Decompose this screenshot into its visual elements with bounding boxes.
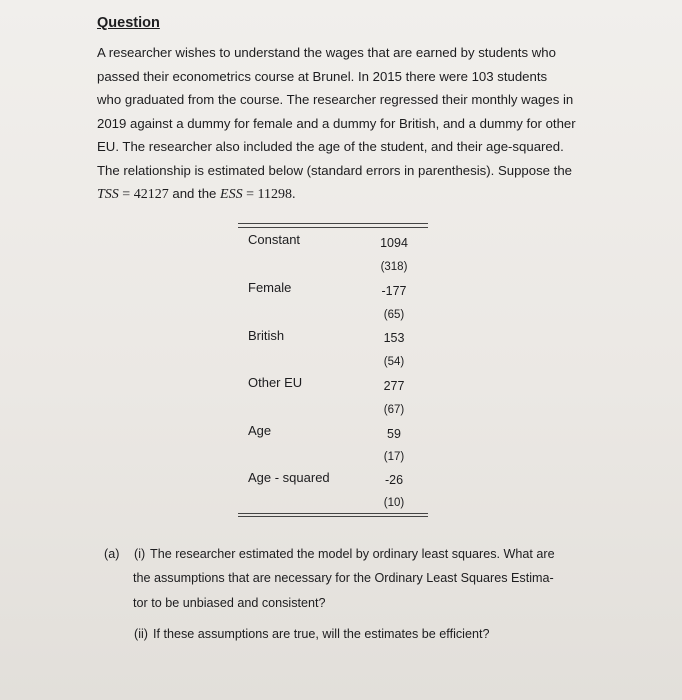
and-the-text: and the — [168, 186, 221, 201]
table-row-std-error: (10) — [383, 497, 405, 509]
table-row-coefficient: 59 — [387, 427, 401, 441]
table-top-rule — [238, 223, 428, 224]
table-row-std-error: (54) — [383, 356, 405, 368]
ess-label: ESS — [220, 187, 243, 202]
table-row-label: British — [248, 328, 285, 343]
table-row-std-error: (17) — [383, 451, 405, 463]
question-intro — [97, 41, 597, 207]
intro-line: A researcher wishes to understand the wages that are earned by students who — [97, 45, 556, 60]
table-row-label: Other EU — [248, 375, 303, 390]
table-row-label: Age — [248, 423, 272, 438]
tss-value: 42127 — [133, 187, 169, 202]
question-heading: Question — [97, 15, 160, 31]
table-row-coefficient: 277 — [383, 379, 405, 393]
table-row-coefficient: -26 — [384, 473, 404, 487]
intro-line: EU. The researcher also included the age of the student, and their age-squared. — [97, 139, 564, 154]
table-row-label: Age - squared — [248, 470, 330, 485]
table-row-label: Female — [248, 280, 292, 295]
table-row-std-error: (67) — [383, 404, 405, 416]
part-i-marker: (i) — [134, 547, 146, 561]
part-ii-text: If these assumptions are true, will the estimates be efficient? — [153, 627, 490, 641]
table-row-label: Constant — [248, 232, 301, 247]
part-i-line: The researcher estimated the model by ordinary least squares. What are — [150, 547, 555, 561]
table-bottom-rule — [238, 513, 428, 514]
tss-label: TSS — [97, 187, 119, 202]
table-row-std-error: (318) — [380, 261, 408, 273]
part-ii-marker: (ii) — [134, 627, 148, 641]
part-i-line: the assumptions that are necessary for the Ordinary Least Squares Estima- — [133, 571, 554, 585]
intro-line: 2019 against a dummy for female and a dummy for British, and a dummy for other — [97, 115, 576, 131]
intro-line: who graduated from the course. The researcher regressed their monthly wages in — [97, 92, 574, 107]
question-a-marker: (a) — [104, 547, 120, 561]
part-i-line: tor to be unbiased and consistent? — [133, 596, 326, 610]
table-row-coefficient: 1094 — [380, 236, 408, 250]
table-row-coefficient: 153 — [383, 331, 405, 345]
table-top-rule-2 — [238, 227, 428, 228]
table-row-std-error: (65) — [383, 309, 405, 321]
sum-of-squares-line — [97, 182, 597, 207]
table-row-coefficient: -177 — [381, 284, 407, 298]
equals-sign: = — [118, 187, 134, 202]
intro-line: The relationship is estimated below (standard errors in parenthesis). Suppose the — [97, 162, 573, 178]
table-bottom-rule-2 — [238, 516, 428, 517]
intro-line: passed their econometrics course at Brunel. In 2015 there were 103 students — [97, 68, 548, 84]
ess-value: 11298. — [257, 187, 296, 202]
equals-sign: = — [242, 187, 258, 202]
